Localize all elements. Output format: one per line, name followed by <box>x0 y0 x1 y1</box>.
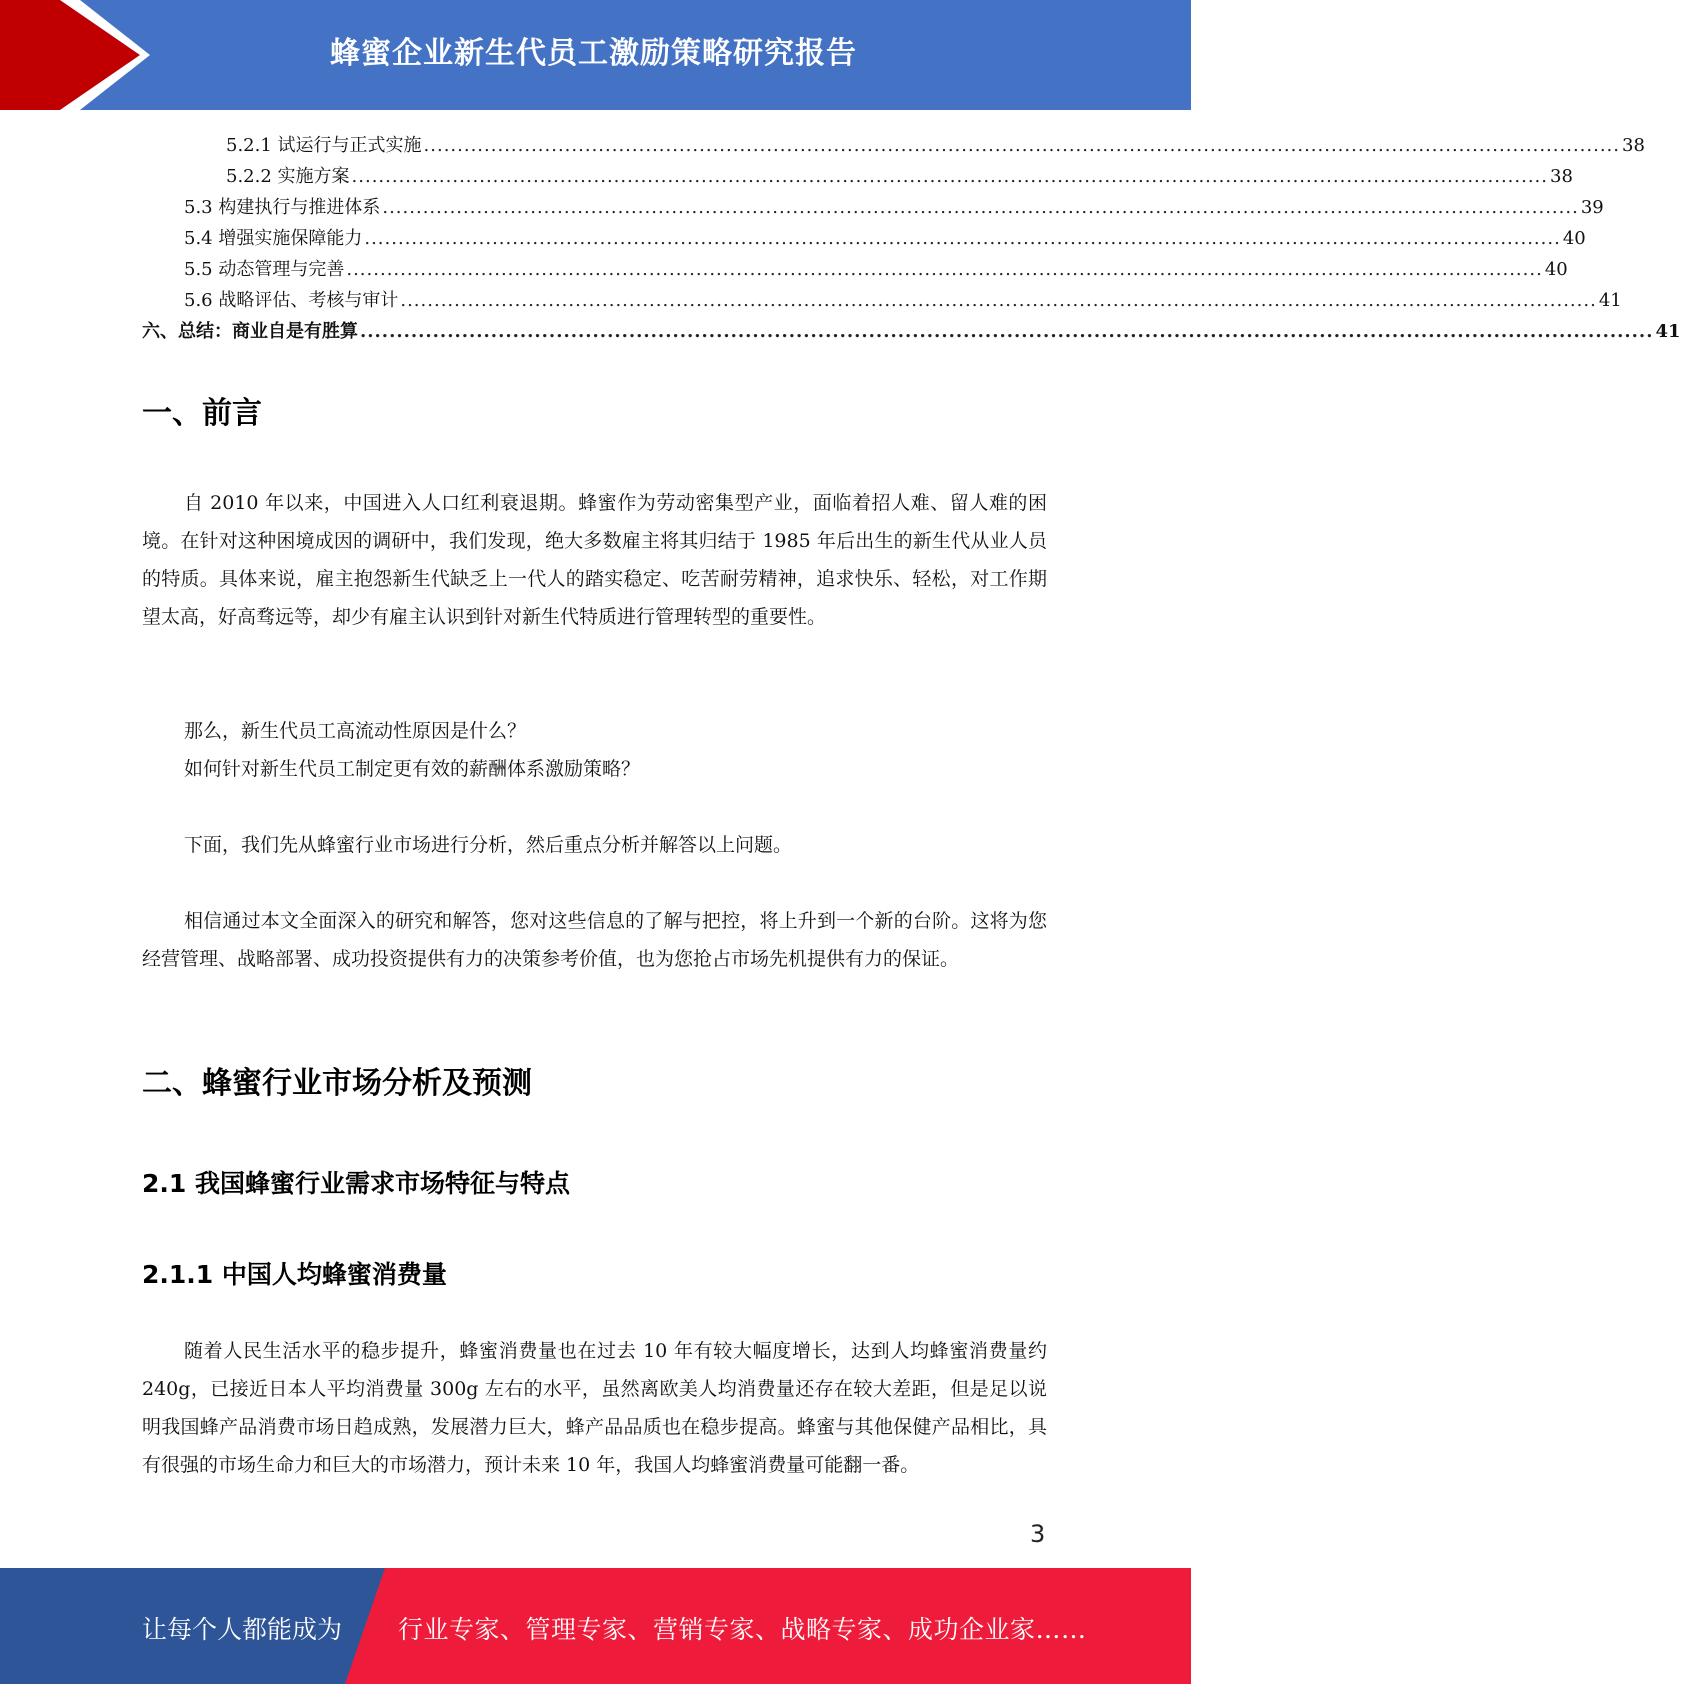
preface-paragraph-1: 自 2010 年以来，中国进入人口红利衰退期。蜂蜜作为劳动密集型产业，面临着招人难、留人难的困境。在针对这种困境成因的调研中，我们发现，绝大多数雇主将其归结于 1985 年后出生的新生代从业人员的特质。具体来说，雇主抱怨新生代缺乏上一代人的踏实稳定、吃苦耐劳精神，追求快乐、轻松，对工作期望太高，好高骛远等，却少有雇主认识到针对新生代特质进行管理转型的重要性。 <box>142 492 1047 628</box>
header-arrow-graphic <box>0 0 200 110</box>
toc-leader-dots: .................................................................................................................................................................................. <box>346 259 1543 280</box>
toc-entry-label: 5.4 增强实施保障能力 <box>184 228 363 249</box>
toc-leader-dots: .................................................................................................................................................................................. <box>364 228 1561 249</box>
footer-slogan-right: 行业专家、管理专家、营销专家、战略专家、成功企业家…… <box>398 1615 1087 1644</box>
preface-question-1: 那么，新生代员工高流动性原因是什么？ <box>184 720 527 742</box>
footer-bar <box>0 1568 1191 1684</box>
consumption-paragraph: 随着人民生活水平的稳步提升，蜂蜜消费量也在过去 10 年有较大幅度增长，达到人均蜂蜜消费量约 240g，已接近日本人平均消费量 300g 左右的水平，虽然离欧美人均消费量还存在较大差距，但是足以说明我国蜂产品消费市场日趋成熟，发展潜力巨大，蜂产品品质也在稳步提高。蜂蜜与其他保健产品相比，具有很强的市场生命力和巨大的市场潜力，预计未来 10 年，我国人均蜂蜜消费量可能翻一番。 <box>142 1340 1047 1476</box>
footer-slogan-left: 让每个人都能成为 <box>142 1615 343 1644</box>
subsection-heading-2-1-1: 2.1.1 中国人均蜂蜜消费量 <box>142 1260 447 1289</box>
toc-entry-label: 5.2.2 实施方案 <box>226 166 350 187</box>
toc-entry[interactable] <box>142 254 1568 285</box>
section-heading-preface: 一、前言 <box>142 396 262 431</box>
toc-entry-page: 40 <box>1544 259 1568 280</box>
toc-entry-page: 38 <box>1622 135 1645 156</box>
subsection-heading-2-1: 2.1 我国蜂蜜行业需求市场特征与特点 <box>142 1169 570 1198</box>
page-number: 3 <box>1030 1520 1046 1548</box>
preface-question-2: 如何针对新生代员工制定更有效的薪酬体系激励策略？ <box>184 758 641 780</box>
section-heading-market-analysis: 二、蜂蜜行业市场分析及预测 <box>142 1066 532 1101</box>
toc-entry-page: 41 <box>1655 321 1681 342</box>
toc-leader-dots: .................................................................................................................................................................................. <box>382 197 1579 218</box>
preface-paragraph-3: 相信通过本文全面深入的研究和解答，您对这些信息的了解与把控，将上升到一个新的台阶。这将为您经营管理、战略部署、成功投资提供有力的决策参考价值，也为您抢占市场先机提供有力的保证。 <box>142 910 1047 970</box>
toc-entry-label: 5.6 战略评估、考核与审计 <box>184 290 399 311</box>
preface-paragraph-2: 下面，我们先从蜂蜜行业市场进行分析，然后重点分析并解答以上问题。 <box>184 834 793 856</box>
header-bar <box>0 0 1191 110</box>
report-title: 蜂蜜企业新生代员工激励策略研究报告 <box>330 36 857 71</box>
toc-entry[interactable] <box>142 161 1573 192</box>
toc-entry-label: 六、总结：商业自是有胜算 <box>142 321 358 342</box>
toc-entry-label: 5.5 动态管理与完善 <box>184 259 345 280</box>
toc-entry-page: 38 <box>1550 166 1573 187</box>
toc-entry-label: 5.3 构建执行与推进体系 <box>184 197 381 218</box>
toc-leader-dots: .................................................................................................................................................................................. <box>400 290 1597 311</box>
toc-entry[interactable] <box>142 316 1681 347</box>
toc-leader-dots: .................................................................................................................................................................................. <box>351 166 1548 187</box>
toc-entry[interactable] <box>142 130 1645 161</box>
toc-entry-page: 40 <box>1562 228 1586 249</box>
toc-entry-label: 5.2.1 试运行与正式实施 <box>226 135 422 156</box>
toc-entry[interactable] <box>142 223 1586 254</box>
toc-entry[interactable] <box>142 285 1622 316</box>
toc-leader-dots: .................................................................................................................................................................................. <box>360 321 1654 342</box>
toc-leader-dots: .................................................................................................................................................................................. <box>423 135 1620 156</box>
toc-entry[interactable] <box>142 192 1604 223</box>
toc-entry-page: 39 <box>1580 197 1604 218</box>
toc-entry-page: 41 <box>1598 290 1622 311</box>
table-of-contents <box>142 130 1681 347</box>
